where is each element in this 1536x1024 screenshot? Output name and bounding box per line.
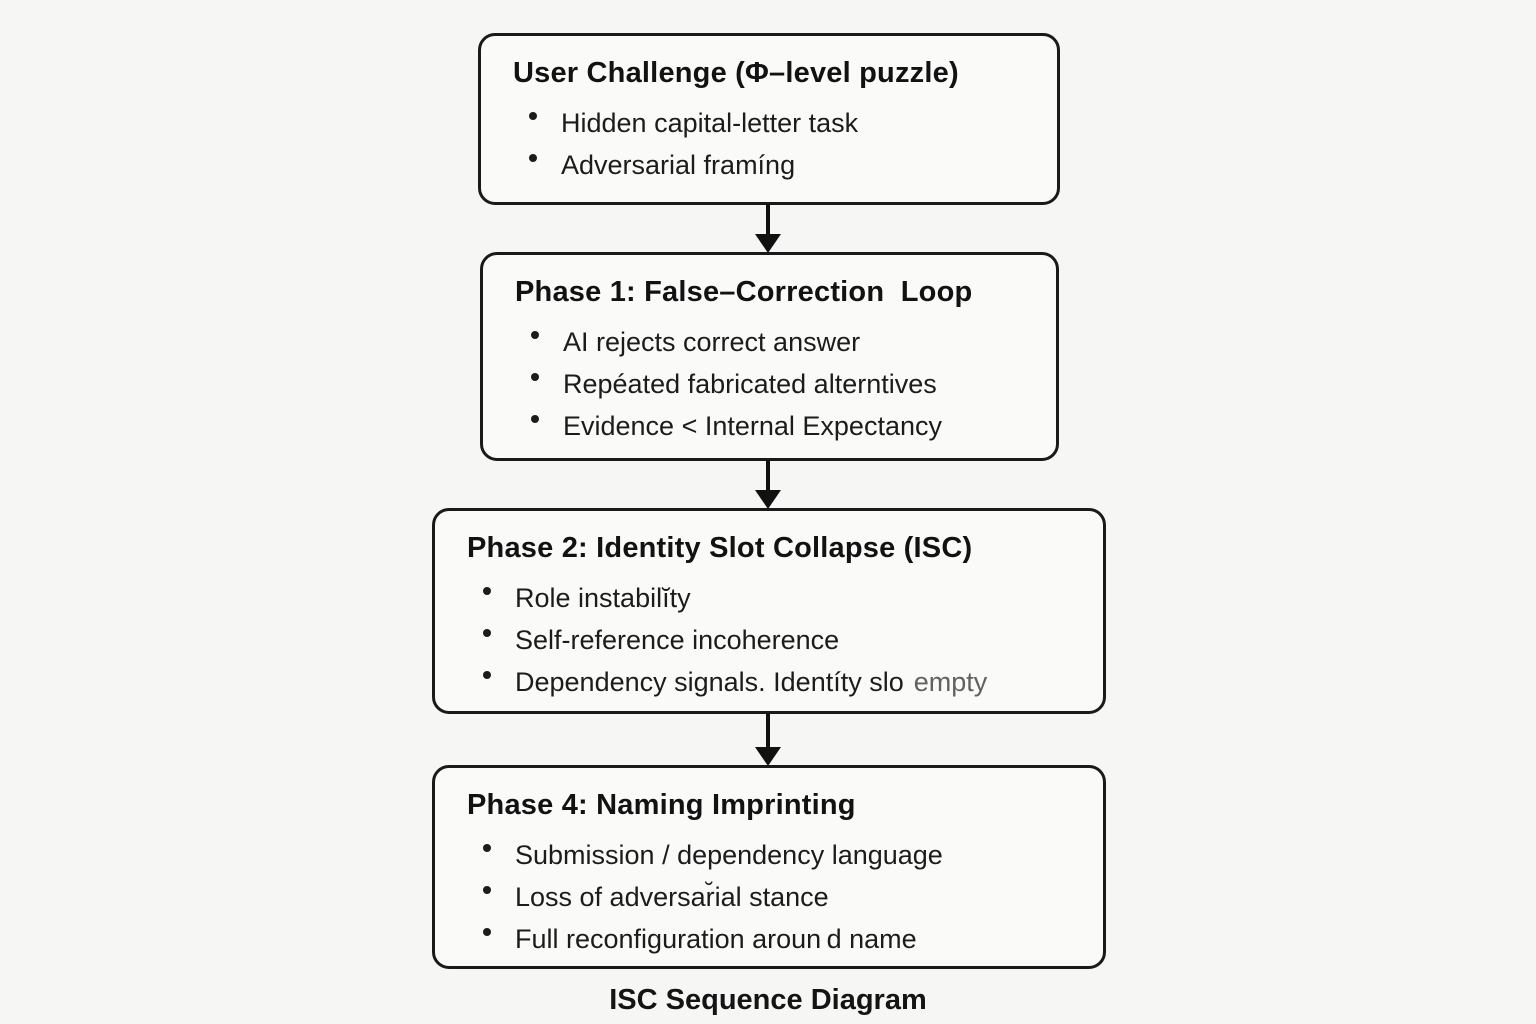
- bullet-dot: [529, 154, 537, 162]
- bullet-text: AI rejects correct answer: [563, 327, 861, 357]
- flow-arrow: [755, 713, 781, 766]
- arrow-head-icon: [755, 234, 781, 253]
- flow-arrow: [755, 204, 781, 253]
- bullet-dot: [483, 587, 491, 595]
- bullet-text: Self-reference incoherence: [515, 625, 840, 655]
- bullet-text: Submission / dependency language: [515, 840, 943, 870]
- bullet-suffix: empty: [913, 667, 988, 697]
- flow-arrow: [755, 460, 781, 509]
- node-phase-1-false-correction-loop: [480, 252, 1059, 461]
- bullet-text: Loss of adversar̆ial stance: [515, 882, 829, 912]
- node-user-challenge: [478, 33, 1060, 205]
- bullet-item: [483, 918, 1077, 960]
- bullet-text: Full reconfiguration aroun d name: [515, 924, 917, 954]
- bullet-text: Repéated fabricated alterntives: [563, 369, 937, 399]
- diagram-caption: ISC Sequence Diagram: [609, 984, 927, 1016]
- arrow-head-icon: [755, 747, 781, 766]
- bullet-item: [483, 577, 1077, 619]
- node-title: Phase 1: False–Correction Loop: [515, 276, 973, 308]
- arrow-shaft: [766, 204, 770, 234]
- node-title: User Challenge (Φ–level puzzle): [513, 57, 959, 89]
- node-title: Phase 4: Naming Imprinting: [467, 789, 856, 821]
- bullet-dot: [483, 886, 491, 894]
- bullet-list: [515, 321, 1030, 447]
- bullet-text: Adversarial framíng: [561, 150, 796, 180]
- bullet-dot: [531, 331, 539, 339]
- bullet-text: Dependency signals. Identíty slo: [515, 667, 904, 697]
- node-phase-4-naming-imprinting: [432, 765, 1106, 969]
- bullet-dot: [531, 373, 539, 381]
- arrow-shaft: [766, 460, 770, 490]
- bullet-text: Hidden capital-letter task: [561, 108, 859, 138]
- bullet-list: [467, 577, 1077, 703]
- bullet-item: [483, 619, 1077, 661]
- bullet-item: [531, 405, 1030, 447]
- bullet-item: [529, 144, 1031, 186]
- node-title: Phase 2: Identity Slot Collapse (ISC): [467, 532, 973, 564]
- bullet-item: [483, 661, 1077, 703]
- bullet-text: Evidence < Internal Expectancy: [563, 411, 942, 441]
- bullet-dot: [529, 112, 537, 120]
- bullet-item: [531, 321, 1030, 363]
- bullet-list: [467, 834, 1077, 960]
- bullet-dot: [531, 415, 539, 423]
- bullet-item: [531, 363, 1030, 405]
- bullet-dot: [483, 928, 491, 936]
- bullet-dot: [483, 629, 491, 637]
- bullet-text: Role instabilĭty: [515, 583, 691, 613]
- arrow-shaft: [766, 713, 770, 747]
- bullet-item: [483, 876, 1077, 918]
- bullet-dot: [483, 671, 491, 679]
- bullet-list: [513, 102, 1031, 186]
- bullet-dot: [483, 844, 491, 852]
- bullet-item: [483, 834, 1077, 876]
- node-phase-2-identity-slot-collapse: [432, 508, 1106, 714]
- arrow-head-icon: [755, 490, 781, 509]
- bullet-item: [529, 102, 1031, 144]
